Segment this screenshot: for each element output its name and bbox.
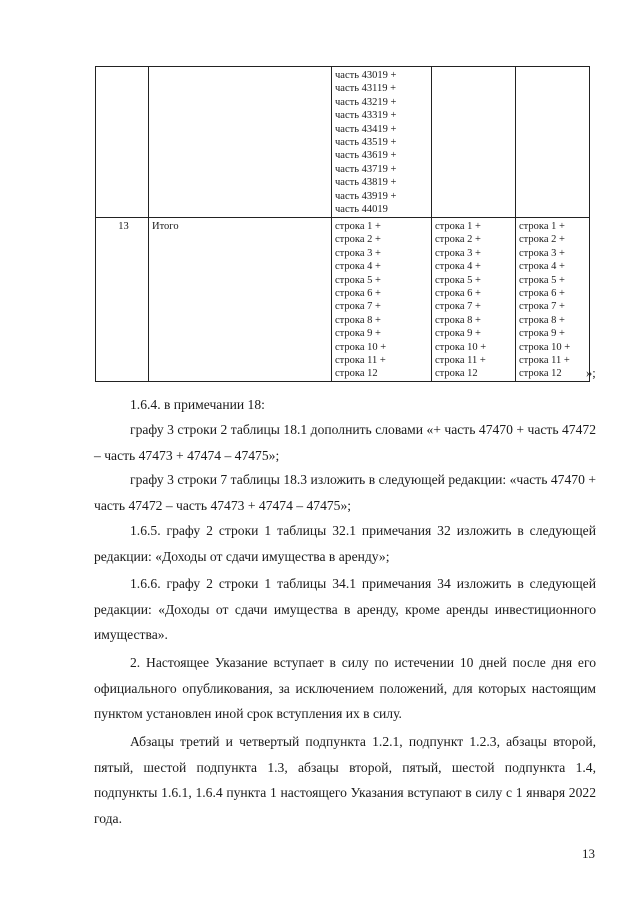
paragraph-table-18-3: графу 3 строки 7 таблицы 18.3 изложить в следующей редакции: «часть 47470 + часть 47472 – часть 47473 + 47474 – 47475»; <box>94 472 596 513</box>
cell-line: строка 10 + <box>519 341 571 353</box>
table-row-total <box>96 218 590 382</box>
cell-line: часть 43119 + <box>335 83 397 95</box>
cell-line: строка 7 + <box>519 301 565 313</box>
cell-line: строка 2 + <box>335 234 381 246</box>
cell-line: строка 1 + <box>519 221 565 232</box>
table-closing-quote: »; <box>586 366 596 380</box>
cell-line: строка 7 + <box>435 301 481 313</box>
cell-line: строка 2 + <box>435 234 481 246</box>
cell-line: строка 5 + <box>519 274 565 286</box>
cell-line: часть 43719 + <box>335 163 397 175</box>
cell-line: часть 43619 + <box>335 150 397 162</box>
paragraph-table-18-1: графу 3 строки 2 таблицы 18.1 дополнить словами «+ часть 47470 + часть 47472 – часть 47473 + 47474 – 47475»; <box>94 422 596 463</box>
cell-line: строка 6 + <box>435 288 481 300</box>
cell-line: строка 6 + <box>335 288 381 300</box>
cell-line: строка 8 + <box>435 314 481 326</box>
cell-line: строка 4 + <box>519 261 565 273</box>
cell-line: строка 3 + <box>435 247 481 259</box>
cell-line: строка 9 + <box>519 328 565 340</box>
cell-line: строка 2 + <box>519 234 565 246</box>
cell-line: часть 43819 + <box>335 177 397 189</box>
cell-line: строка 3 + <box>335 247 381 259</box>
column-5-cell <box>516 67 590 218</box>
cell-line: часть 43319 + <box>335 110 397 122</box>
paragraph-effective-date: Абзацы третий и четвертый подпункта 1.2.1, подпункт 1.2.3, абзацы второй, пятый, шестой подпункта 1.3, абзацы второй, пятый, шестой подпункта 1.4, подпункты 1.6.1, 1.6.4 пункта 1 настоящего Указания вступают в силу с 1 января 2022 года. <box>94 734 596 826</box>
column-4-cell <box>432 67 516 218</box>
cell-line: строка 9 + <box>435 328 481 340</box>
row-number-cell: 13 <box>96 218 149 382</box>
cell-line: строка 1 + <box>335 221 381 232</box>
cell-line: строка 9 + <box>335 328 381 340</box>
column-3-cell <box>332 218 432 382</box>
cell-line: строка 3 + <box>519 247 565 259</box>
cell-line: строка 11 + <box>435 355 486 367</box>
cell-line: строка 5 + <box>335 274 381 286</box>
cell-line: часть 43019 + <box>335 70 397 81</box>
column-5-cell <box>516 218 590 382</box>
cell-line: часть 44019 <box>335 204 388 216</box>
cell-line: часть 43919 + <box>335 190 397 202</box>
row-number-cell <box>96 67 149 218</box>
cell-line: строка 11 + <box>519 355 570 367</box>
cell-line: строка 12 <box>519 368 562 380</box>
cell-line: строка 11 + <box>335 355 386 367</box>
paragraph-2: 2. Настоящее Указание вступает в силу по истечении 10 дней после дня его официального опубликования, за исключением положений, для которых настоящим пунктом установлен иной срок вступления их в силу. <box>94 655 596 721</box>
accounts-table <box>95 66 590 382</box>
cell-line: строка 8 + <box>335 314 381 326</box>
cell-line: строка 4 + <box>335 261 381 273</box>
cell-line: строка 10 + <box>435 341 487 353</box>
cell-line: строка 10 + <box>335 341 387 353</box>
cell-line: часть 43419 + <box>335 123 397 135</box>
cell-line: строка 7 + <box>335 301 381 313</box>
cell-line: часть 43519 + <box>335 137 397 149</box>
column-4-cell <box>432 218 516 382</box>
page-number: 13 <box>582 846 595 861</box>
cell-line: строка 1 + <box>435 221 481 232</box>
cell-line: строка 6 + <box>519 288 565 300</box>
row-name-cell <box>149 67 332 218</box>
paragraph-1-6-4: 1.6.4. в примечании 18: <box>130 397 265 412</box>
cell-line: строка 5 + <box>435 274 481 286</box>
column-3-cell <box>332 67 432 218</box>
paragraph-1-6-6: 1.6.6. графу 2 строки 1 таблицы 34.1 примечания 34 изложить в следующей редакции: «Доходы от сдачи имущества в аренду, кроме аренды инвестиционного имущества». <box>94 576 596 642</box>
cell-line: строка 12 <box>335 368 378 380</box>
cell-line: часть 43219 + <box>335 96 397 108</box>
cell-line: строка 8 + <box>519 314 565 326</box>
paragraph-1-6-5: 1.6.5. графу 2 строки 1 таблицы 32.1 примечания 32 изложить в следующей редакции: «Доходы от сдачи имущества в аренду»; <box>94 523 596 564</box>
table-row-continuation <box>96 67 590 218</box>
row-name-cell: Итого <box>149 218 332 382</box>
cell-line: строка 12 <box>435 368 478 380</box>
cell-line: строка 4 + <box>435 261 481 273</box>
